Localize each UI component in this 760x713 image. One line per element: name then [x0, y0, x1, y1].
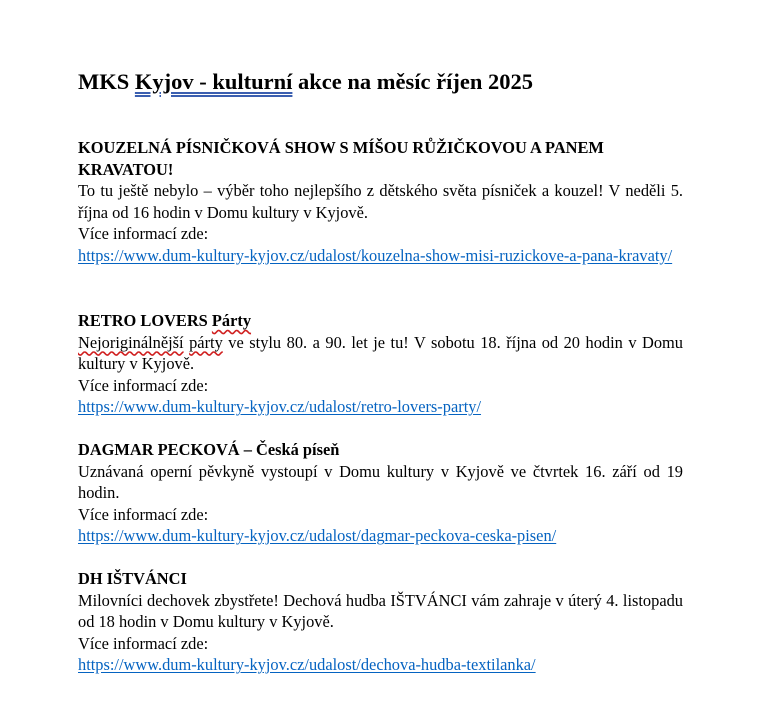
event-description-rest: ve stylu 80. a 90. let je tu! V sobotu 18. října od 20 hodin v Domu kultury v Kyjově. [78, 332, 683, 374]
title-underlined: Kyjov - kulturní [134, 69, 293, 94]
event-link[interactable]: https://www.dum-kultury-kyjov.cz/udalost/kouzelna-show-misi-ruzickove-a-pana-kravaty/ [78, 245, 673, 265]
more-info-label: Více informací zde: [78, 224, 209, 244]
event-block [78, 568, 683, 676]
event-title [78, 310, 683, 332]
more-info-label: Více informací zde: [78, 375, 209, 395]
spellcheck-word: Nejoriginálnější [78, 332, 184, 352]
event-title: KOUZELNÁ PÍSNIČKOVÁ SHOW S MÍŠOU RŮŽIČKOVOU A PANEM KRAVATOU! [78, 138, 604, 179]
title-suffix: akce na měsíc říjen 2025 [292, 69, 534, 94]
event-block [78, 310, 683, 418]
event-link[interactable]: https://www.dum-kultury-kyjov.cz/udalost/dagmar-peckova-ceska-pisen/ [78, 526, 557, 546]
event-link[interactable]: https://www.dum-kultury-kyjov.cz/udalost/retro-lovers-party/ [78, 397, 482, 417]
event-link[interactable]: https://www.dum-kultury-kyjov.cz/udalost/dechova-hudba-textilanka/ [78, 655, 536, 675]
spellcheck-word: párty [189, 332, 223, 352]
event-description [78, 332, 683, 375]
event-block [78, 137, 683, 267]
event-block [78, 439, 683, 547]
event-description: To tu ještě nebylo – výběr toho nejlepšího z dětského světa písniček a kouzel! V neděli 5. října od 16 hodin v Domu kultury v Kyjově. [78, 181, 683, 222]
event-description: Uznávaná operní pěvkyně vystoupí v Domu kultury v Kyjově ve čtvrtek 16. září od 19 hodin. [78, 461, 683, 503]
event-description: Milovníci dechovek zbystřete! Dechová hudba IŠTVÁNCI vám zahraje v úterý 4. listopadu od 18 hodin v Domu kultury v Kyjově. [78, 590, 683, 632]
page-title [78, 68, 533, 96]
event-title: DH IŠTVÁNCI [78, 569, 187, 588]
more-info-label: Více informací zde: [78, 633, 209, 653]
event-title: DAGMAR PECKOVÁ – Česká píseň [78, 440, 340, 459]
event-title-main: RETRO LOVERS [78, 311, 212, 330]
more-info-label: Více informací zde: [78, 504, 209, 524]
title-prefix: MKS [78, 69, 135, 94]
spellcheck-word: Párty [211, 311, 252, 330]
